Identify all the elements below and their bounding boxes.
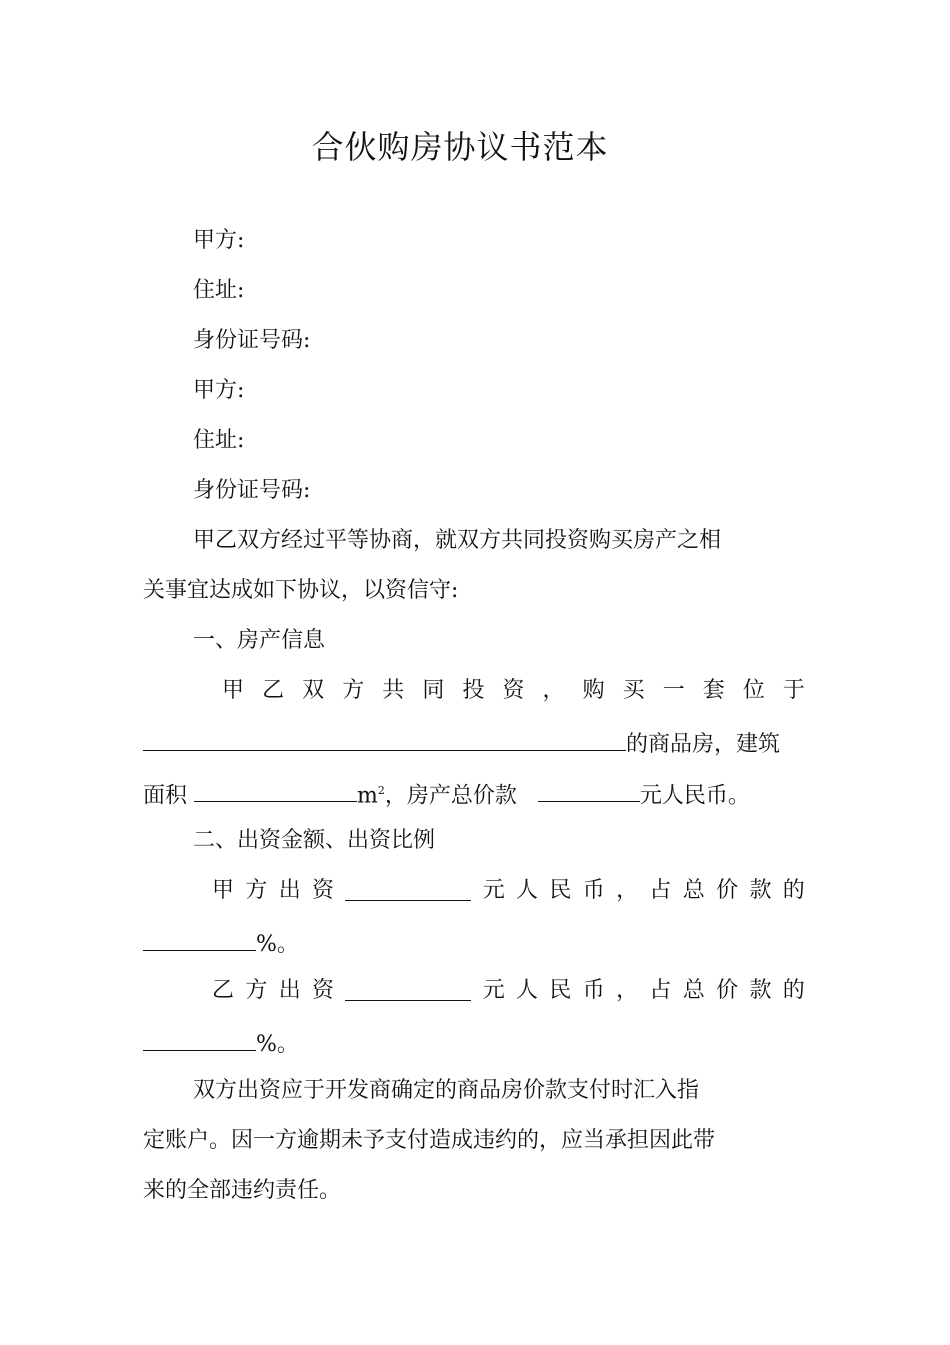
- area-unit: m: [357, 783, 378, 809]
- id-number-label-1: 身份证号码:: [193, 328, 311, 353]
- intro-paragraph-line-2: 关事宜达成如下协议，以资信守:: [143, 578, 459, 603]
- contrib-char: 的: [782, 878, 805, 903]
- party-a-label-2: 甲方:: [193, 378, 245, 403]
- contrib-char: 方: [245, 978, 268, 1003]
- address-label-2: 住址:: [193, 428, 245, 453]
- contrib-char: 民: [549, 978, 572, 1003]
- section-1-heading: 一、房产信息: [193, 628, 326, 653]
- contrib-char: 币: [582, 978, 605, 1003]
- contrib-char: ，: [616, 878, 639, 903]
- contrib-char: 币: [582, 878, 605, 903]
- payment-paragraph-line-3: 来的全部违约责任。: [143, 1178, 342, 1203]
- id-number-label-2: 身份证号码:: [193, 478, 311, 503]
- s1-char: 同: [422, 678, 445, 703]
- party-a-percent-line: [143, 926, 299, 960]
- contrib-char: 资: [312, 878, 335, 903]
- contrib-char: 人: [516, 978, 539, 1003]
- area-blank[interactable]: [194, 777, 357, 802]
- percent-sign: %。: [256, 1032, 299, 1057]
- section-2-heading: 二、出资金额、出资比例: [193, 828, 436, 853]
- location-blank[interactable]: [143, 726, 626, 751]
- s1-char: ，: [542, 678, 565, 703]
- intro-paragraph-line-1: 甲乙双方经过平等协商，就双方共同投资购买房产之相: [193, 528, 722, 553]
- contrib-char: 资: [312, 978, 335, 1003]
- section-1-line-3: [143, 776, 750, 811]
- area-unit-superscript: 2: [377, 784, 385, 797]
- s1-char: 乙: [262, 678, 285, 703]
- s1-char: 一: [662, 678, 685, 703]
- contrib-char: 出: [278, 978, 301, 1003]
- party-b-percent-blank[interactable]: [143, 1026, 256, 1051]
- party-b-percent-line: [143, 1026, 299, 1060]
- contrib-char: 方: [245, 878, 268, 903]
- party-b-contribution-line: [212, 976, 805, 1006]
- area-label: 面积: [143, 783, 188, 809]
- contrib-char: 总: [682, 978, 705, 1003]
- contrib-char: 的: [782, 978, 805, 1003]
- contrib-char: 元: [482, 878, 505, 903]
- s1-line2-suffix: 的商品房，建筑: [626, 732, 781, 757]
- s1-char: 方: [342, 678, 365, 703]
- contrib-char: 出: [278, 878, 301, 903]
- contrib-char: 占: [649, 978, 672, 1003]
- section-1-line-2: [143, 726, 780, 760]
- s1-char: 买: [622, 678, 645, 703]
- s1-char: 投: [462, 678, 485, 703]
- percent-sign: %。: [256, 932, 299, 957]
- payment-paragraph-line-2: 定账户。因一方逾期未予支付造成违约的，应当承担因此带: [143, 1128, 716, 1153]
- total-price-label: ，房产总价款: [384, 783, 517, 809]
- section-1-line-1: [222, 676, 805, 706]
- contrib-char: 占: [649, 878, 672, 903]
- s1-char: 购: [582, 678, 605, 703]
- s1-char: 资: [502, 678, 525, 703]
- party-a-percent-blank[interactable]: [143, 926, 256, 951]
- contrib-char: 乙: [212, 978, 235, 1003]
- contrib-char: 民: [549, 878, 572, 903]
- address-label-1: 住址:: [193, 278, 245, 303]
- payment-paragraph-line-1: 双方出资应于开发商确定的商品房价款支付时汇入指: [193, 1078, 700, 1103]
- s1-char: 共: [382, 678, 405, 703]
- contrib-char: 价: [716, 878, 739, 903]
- contrib-char: 总: [682, 878, 705, 903]
- s1-char: 于: [782, 678, 805, 703]
- contrib-char: 甲: [212, 878, 235, 903]
- document-title: 合伙购房协议书范本: [311, 128, 609, 166]
- contrib-char: 价: [716, 978, 739, 1003]
- party-a-contribution-line: [212, 876, 805, 906]
- s1-char: 位: [742, 678, 765, 703]
- total-price-blank[interactable]: [538, 777, 640, 802]
- s1-char: 甲: [222, 678, 245, 703]
- contrib-char: 款: [749, 878, 772, 903]
- s1-char: 套: [702, 678, 725, 703]
- contrib-char: 元: [482, 978, 505, 1003]
- party-a-label-1: 甲方:: [193, 228, 245, 253]
- s1-char: 双: [302, 678, 325, 703]
- party-a-amount-blank[interactable]: [345, 876, 471, 901]
- currency-suffix: 元人民币。: [639, 783, 750, 809]
- contrib-char: ，: [616, 978, 639, 1003]
- contrib-char: 人: [516, 878, 539, 903]
- contrib-char: 款: [749, 978, 772, 1003]
- party-b-amount-blank[interactable]: [345, 976, 471, 1001]
